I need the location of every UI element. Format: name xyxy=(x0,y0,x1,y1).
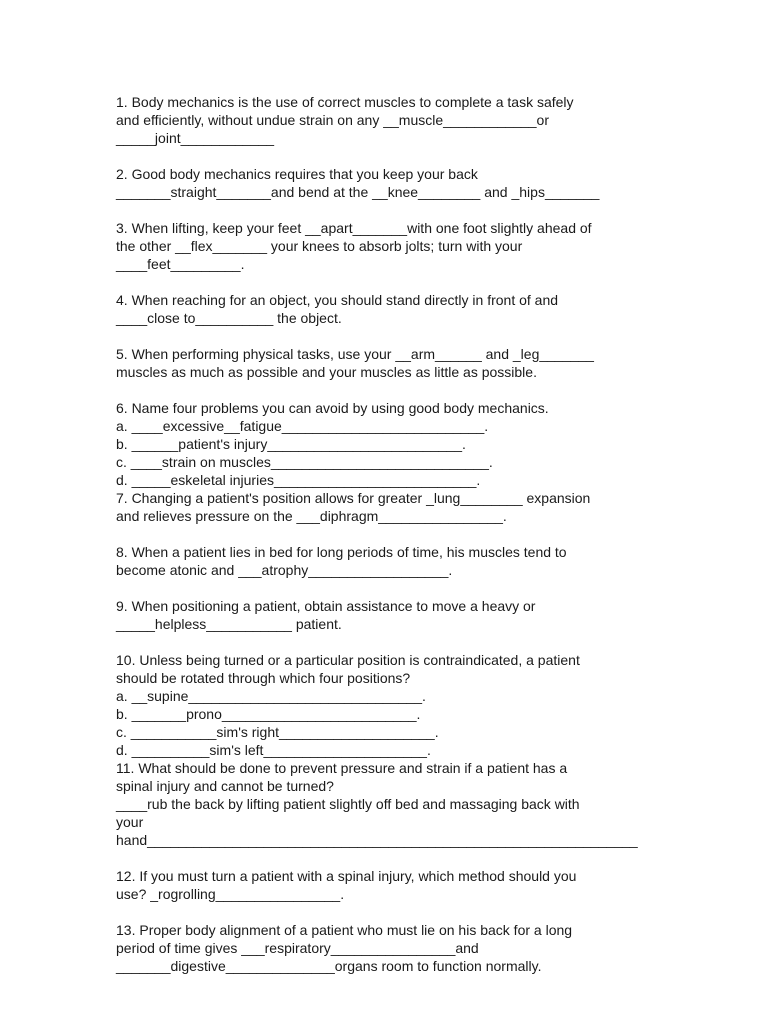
spacer xyxy=(116,903,661,921)
question-1-line-1: 1. Body mechanics is the use of correct muscles to complete a task safely xyxy=(116,94,574,110)
question-5-line-2: muscles as much as possible and your muscles as little as possible. xyxy=(116,364,537,380)
spacer xyxy=(116,633,661,651)
question-11-line-2: spinal injury and cannot be turned? xyxy=(116,778,334,794)
question-6-7 xyxy=(116,399,661,525)
question-12-line-1: 12. If you must turn a patient with a spinal injury, which method should you xyxy=(116,868,577,884)
question-9-line-2: _____helpless___________ patient. xyxy=(116,616,342,632)
question-9-line-1: 9. When positioning a patient, obtain assistance to move a heavy or xyxy=(116,598,536,614)
question-8-line-2: become atonic and ___atrophy__________________. xyxy=(116,562,453,578)
question-13-line-1: 13. Proper body alignment of a patient who must lie on his back for a long xyxy=(116,922,573,938)
question-7-line-2: and relieves pressure on the ___diphragm________________. xyxy=(116,508,507,524)
question-10-11 xyxy=(116,651,661,849)
question-6-answer-c: c. ____strain on muscles____________________________. xyxy=(116,454,493,470)
question-12-line-2: use? _rogrolling________________. xyxy=(116,886,345,902)
question-3 xyxy=(116,219,661,273)
worksheet-content xyxy=(116,93,661,975)
question-4-line-2: ____close to__________ the object. xyxy=(116,310,342,326)
spacer xyxy=(116,525,661,543)
question-10-line-2: should be rotated through which four positions? xyxy=(116,670,411,686)
question-10-answer-a: a. __supine______________________________. xyxy=(116,688,426,704)
question-5 xyxy=(116,345,661,381)
question-10-answer-c: c. ___________sim's right____________________. xyxy=(116,724,439,740)
question-11-answer-line-2: your xyxy=(116,814,144,830)
question-11-answer-line-1: ____rub the back by lifting patient slightly off bed and massaging back with xyxy=(116,796,580,812)
spacer xyxy=(116,579,661,597)
question-2-line-2: _______straight_______and bend at the __knee________ and _hips_______ xyxy=(116,184,600,200)
question-7-line-1: 7. Changing a patient's position allows for greater _lung________ expansion xyxy=(116,490,591,506)
question-2 xyxy=(116,165,661,201)
question-10-answer-d: d. __________sim's left_____________________. xyxy=(116,742,431,758)
question-8 xyxy=(116,543,661,579)
question-13-line-2: period of time gives ___respiratory________________and xyxy=(116,940,479,956)
spacer xyxy=(116,381,661,399)
spacer xyxy=(116,201,661,219)
question-13 xyxy=(116,921,661,975)
question-13-line-3: _______digestive______________organs room to function normally. xyxy=(116,958,542,974)
question-1-line-3: _____joint____________ xyxy=(116,130,275,146)
question-4 xyxy=(116,291,661,327)
question-6-answer-d: d. _____eskeletal injuries__________________________. xyxy=(116,472,481,488)
question-2-line-1: 2. Good body mechanics requires that you keep your back xyxy=(116,166,478,182)
question-5-line-1: 5. When performing physical tasks, use your __arm______ and _leg_______ xyxy=(116,346,594,362)
question-10-answer-b: b. _______prono_________________________. xyxy=(116,706,421,722)
question-8-line-1: 8. When a patient lies in bed for long periods of time, his muscles tend to xyxy=(116,544,567,560)
question-1 xyxy=(116,93,661,147)
spacer xyxy=(116,147,661,165)
question-3-line-3: ____feet_________. xyxy=(116,256,245,272)
spacer xyxy=(116,273,661,291)
question-3-line-2: the other __flex_______ your knees to absorb jolts; turn with your xyxy=(116,238,523,254)
question-6-answer-a: a. ____excessive__fatigue__________________________. xyxy=(116,418,489,434)
question-10-line-1: 10. Unless being turned or a particular position is contraindicated, a patient xyxy=(116,652,580,668)
question-11-line-1: 11. What should be done to prevent pressure and strain if a patient has a xyxy=(116,760,568,776)
question-3-line-1: 3. When lifting, keep your feet __apart_______with one foot slightly ahead of xyxy=(116,220,592,236)
spacer xyxy=(116,849,661,867)
question-1-line-2: and efficiently, without undue strain on any __muscle____________or xyxy=(116,112,550,128)
question-12 xyxy=(116,867,661,903)
question-11-answer-line-3: hand_______________________________________________________________ xyxy=(116,832,638,848)
spacer xyxy=(116,327,661,345)
question-6-answer-b: b. ______patient's injury_________________________. xyxy=(116,436,466,452)
question-6-line-1: 6. Name four problems you can avoid by using good body mechanics. xyxy=(116,400,549,416)
question-4-line-1: 4. When reaching for an object, you should stand directly in front of and xyxy=(116,292,559,308)
question-9 xyxy=(116,597,661,633)
